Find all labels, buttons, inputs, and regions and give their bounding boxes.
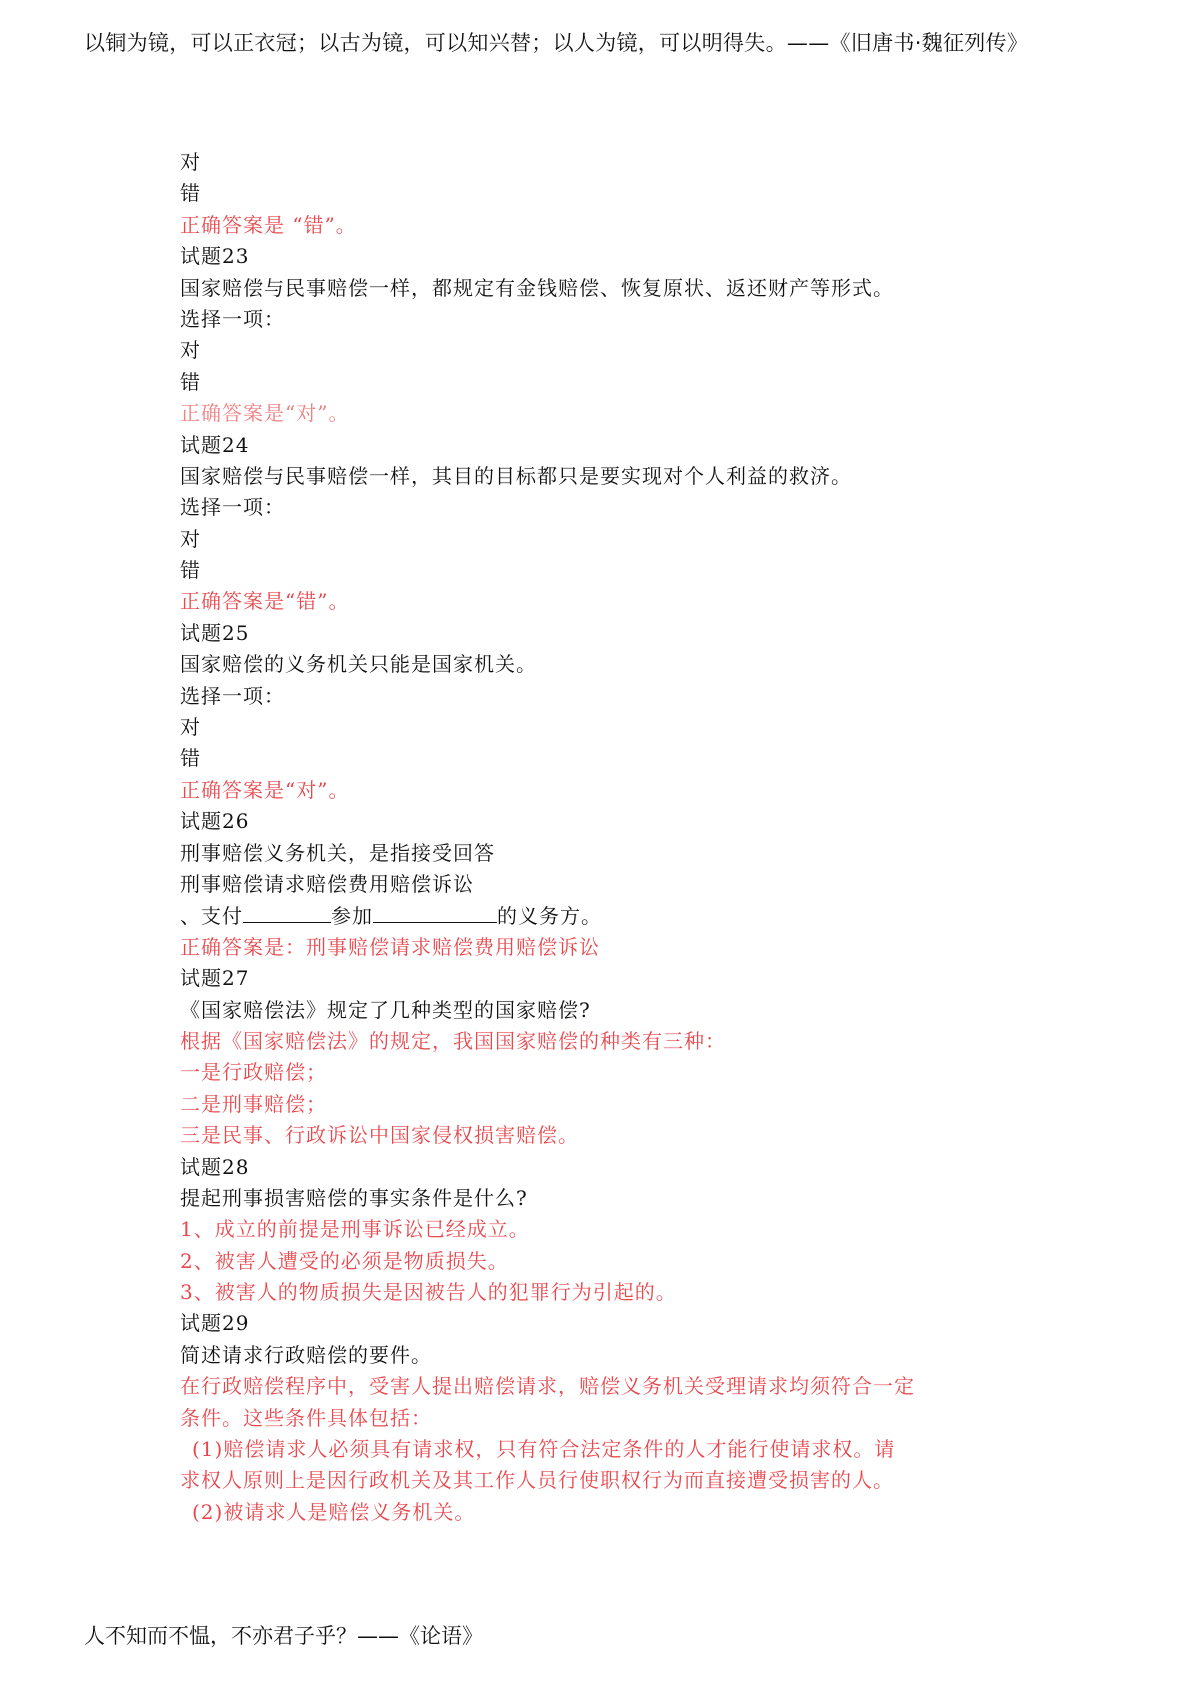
correct-answer: 正确答案是“对”。 xyxy=(180,777,350,802)
choice-prompt: 选择一项： xyxy=(180,306,285,331)
fill-in-sentence xyxy=(180,900,1080,931)
option-true: 对 xyxy=(180,715,201,740)
fill-choices: 刑事赔偿请求赔偿费用赔偿诉讼 xyxy=(180,871,474,896)
fill-prefix: 、支付 xyxy=(180,904,243,929)
answer-line: (1)赔偿请求人必须具有请求权，只有符合法定条件的人才能行使请求权。请 xyxy=(192,1437,896,1462)
correct-answer: 正确答案是：刑事赔偿请求赔偿费用赔偿诉讼 xyxy=(180,934,600,959)
question-text: 国家赔偿的义务机关只能是国家机关。 xyxy=(180,652,537,677)
fill-suffix: 的义务方。 xyxy=(497,904,602,929)
option-false: 错 xyxy=(180,746,201,771)
blank-field-1[interactable] xyxy=(243,900,331,923)
answer-line: 三是民事、行政诉讼中国家侵权损害赔偿。 xyxy=(180,1123,579,1148)
answer-line: 二是刑事赔偿； xyxy=(180,1091,327,1116)
footer-quote: 人不知而不愠，不亦君子乎？——《论语》 xyxy=(84,1624,483,1648)
blank-field-2[interactable] xyxy=(373,900,497,923)
question-text: 国家赔偿与民事赔偿一样，都规定有金钱赔偿、恢复原状、返还财产等形式。 xyxy=(180,275,894,300)
answer-line: 3、被害人的物质损失是因被告人的犯罪行为引起的。 xyxy=(180,1280,677,1305)
question-number: 试题26 xyxy=(180,809,250,834)
answer-line: 求权人原则上是因行政机关及其工作人员行使职权行为而直接遭受损害的人。 xyxy=(180,1468,894,1493)
question-number: 试题24 xyxy=(180,432,250,457)
question-text: 提起刑事损害赔偿的事实条件是什么? xyxy=(180,1185,528,1210)
document-body xyxy=(180,147,1080,1528)
question-text: 刑事赔偿义务机关，是指接受回答 xyxy=(180,840,495,865)
option-false: 错 xyxy=(180,369,201,394)
answer-line: 在行政赔偿程序中，受害人提出赔偿请求，赔偿义务机关受理请求均须符合一定 xyxy=(180,1374,915,1399)
option-false: 错 xyxy=(180,181,201,206)
answer-line: 2、被害人遭受的必须是物质损失。 xyxy=(180,1248,509,1273)
answer-line: 1、成立的前提是刑事诉讼已经成立。 xyxy=(180,1217,530,1242)
answer-line: 根据《国家赔偿法》的规定，我国国家赔偿的种类有三种： xyxy=(180,1028,726,1053)
fill-middle: 参加 xyxy=(331,904,373,929)
option-true: 对 xyxy=(180,338,201,363)
option-false: 错 xyxy=(180,558,201,583)
question-number: 试题27 xyxy=(180,966,250,991)
question-text: 简述请求行政赔偿的要件。 xyxy=(180,1342,432,1367)
question-number: 试题29 xyxy=(180,1311,250,1336)
question-number: 试题25 xyxy=(180,620,250,645)
correct-answer: 正确答案是“对”。 xyxy=(180,401,350,426)
option-true: 对 xyxy=(180,526,201,551)
option-true: 对 xyxy=(180,150,201,174)
answer-line: 条件。这些条件具体包括： xyxy=(180,1405,432,1430)
answer-line: 一是行政赔偿； xyxy=(180,1060,327,1085)
correct-answer: 正确答案是 “错”。 xyxy=(180,212,357,237)
question-number: 试题28 xyxy=(180,1154,250,1179)
choice-prompt: 选择一项： xyxy=(180,683,285,708)
choice-prompt: 选择一项： xyxy=(180,495,285,520)
correct-answer: 正确答案是“错”。 xyxy=(180,589,350,614)
question-text: 《国家赔偿法》规定了几种类型的国家赔偿? xyxy=(180,997,591,1022)
answer-line: (2)被请求人是赔偿义务机关。 xyxy=(192,1499,476,1524)
question-text: 国家赔偿与民事赔偿一样，其目的目标都只是要实现对个人利益的救济。 xyxy=(180,463,852,488)
header-quote: 以铜为镜，可以正衣冠；以古为镜，可以知兴替；以人为镜，可以明得失。——《旧唐书·魏征列传》 xyxy=(84,31,1029,55)
question-number: 试题23 xyxy=(180,244,250,269)
